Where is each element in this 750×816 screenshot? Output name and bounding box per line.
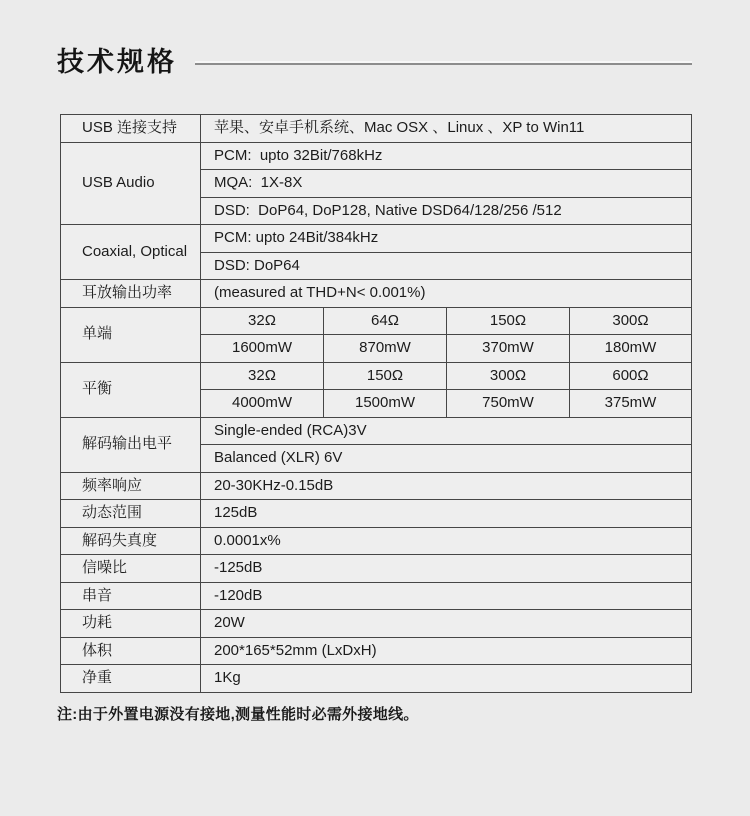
spec-value-snr: -125dB [201, 555, 692, 583]
row-coaxial-pcm [61, 225, 692, 253]
balanced-impedance-3: 300Ω [447, 362, 570, 390]
balanced-impedance-4: 600Ω [570, 362, 692, 390]
page-title: 技术规格 [57, 47, 177, 77]
spec-value-dimensions: 200*165*52mm (LxDxH) [201, 637, 692, 665]
title-divider-line [195, 63, 692, 65]
spec-value-coaxial-pcm: PCM: upto 24Bit/384kHz [201, 225, 692, 253]
spec-label-crosstalk: 串音 [61, 582, 201, 610]
single-ended-power-2: 870mW [324, 335, 447, 363]
spec-value-coaxial-dsd: DSD: DoP64 [201, 252, 692, 280]
single-ended-impedance-4: 300Ω [570, 307, 692, 335]
row-usb-audio-pcm [61, 142, 692, 170]
spec-label-distortion: 解码失真度 [61, 527, 201, 555]
single-ended-impedance-1: 32Ω [201, 307, 324, 335]
single-ended-power-3: 370mW [447, 335, 570, 363]
single-ended-power-4: 180mW [570, 335, 692, 363]
row-single-ended-impedance [61, 307, 692, 335]
spec-label-balanced: 平衡 [61, 362, 201, 417]
row-dynamic-range [61, 500, 692, 528]
single-ended-power-1: 1600mW [201, 335, 324, 363]
balanced-impedance-1: 32Ω [201, 362, 324, 390]
spec-value-power-consumption: 20W [201, 610, 692, 638]
row-dac-output-rca [61, 417, 692, 445]
row-balanced-impedance [61, 362, 692, 390]
spec-label-dimensions: 体积 [61, 637, 201, 665]
spec-label-usb-audio: USB Audio [61, 142, 201, 225]
spec-value-usb-audio-pcm: PCM: upto 32Bit/768kHz [201, 142, 692, 170]
spec-label-dac-output: 解码输出电平 [61, 417, 201, 472]
spec-table [60, 114, 692, 693]
single-ended-impedance-2: 64Ω [324, 307, 447, 335]
footnote: 注:由于外置电源没有接地,测量性能时必需外接地线。 [57, 706, 419, 723]
spec-value-dynamic-range: 125dB [201, 500, 692, 528]
spec-value-usb-audio-mqa: MQA: 1X-8X [201, 170, 692, 198]
row-power-consumption [61, 610, 692, 638]
spec-label-snr: 信噪比 [61, 555, 201, 583]
spec-value-headphone-output: (measured at THD+N< 0.001%) [201, 280, 692, 308]
balanced-impedance-2: 150Ω [324, 362, 447, 390]
spec-value-dac-output-xlr: Balanced (XLR) 6V [201, 445, 692, 473]
row-distortion [61, 527, 692, 555]
page-header [57, 46, 692, 80]
row-snr [61, 555, 692, 583]
row-usb-support [61, 115, 692, 143]
row-net-weight [61, 665, 692, 693]
spec-label-coaxial-optical: Coaxial, Optical [61, 225, 201, 280]
row-frequency-response [61, 472, 692, 500]
spec-value-crosstalk: -120dB [201, 582, 692, 610]
balanced-power-1: 4000mW [201, 390, 324, 418]
row-headphone-output [61, 280, 692, 308]
balanced-power-3: 750mW [447, 390, 570, 418]
spec-label-power-consumption: 功耗 [61, 610, 201, 638]
row-crosstalk [61, 582, 692, 610]
spec-label-frequency-response: 频率响应 [61, 472, 201, 500]
spec-value-usb-audio-dsd: DSD: DoP64, DoP128, Native DSD64/128/256 /512 [201, 197, 692, 225]
spec-value-dac-output-rca: Single-ended (RCA)3V [201, 417, 692, 445]
spec-label-dynamic-range: 动态范围 [61, 500, 201, 528]
balanced-power-2: 1500mW [324, 390, 447, 418]
spec-value-distortion: 0.0001x% [201, 527, 692, 555]
spec-label-usb-support: USB 连接支持 [61, 115, 201, 143]
spec-label-headphone-output: 耳放输出功率 [61, 280, 201, 308]
spec-label-net-weight: 净重 [61, 665, 201, 693]
balanced-power-4: 375mW [570, 390, 692, 418]
spec-label-single-ended: 单端 [61, 307, 201, 362]
spec-value-net-weight: 1Kg [201, 665, 692, 693]
spec-value-frequency-response: 20-30KHz-0.15dB [201, 472, 692, 500]
single-ended-impedance-3: 150Ω [447, 307, 570, 335]
spec-value-usb-support: 苹果、安卓手机系统、Mac OSX 、Linux 、XP to Win11 [201, 115, 692, 143]
row-dimensions [61, 637, 692, 665]
